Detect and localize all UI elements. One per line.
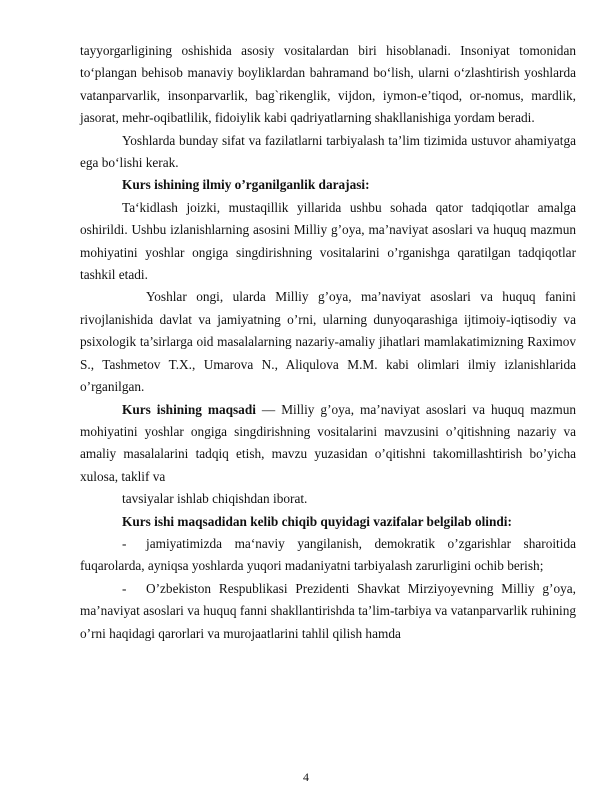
course-goal-label: Kurs ishining maqsadi (122, 401, 256, 417)
list-item (80, 578, 576, 645)
paragraph-recommendations: tavsiyalar ishlab chiqishdan iborat. (122, 491, 308, 507)
heading-research-level: Kurs ishining ilmiy o’rganilganlik darajasi: (122, 177, 370, 193)
list-marker: - (122, 580, 127, 596)
list-marker: - (122, 535, 127, 551)
list-item-text: O’zbekiston Respublikasi Prezidenti Shavkat Mirziyoyevning Milliy g’oya, ma’naviyat asoslari va huquq fanni shakllantirishda ta’lim-tarbiya va vatanparvarlik ruhining o’rni haqidagi qarorlari va murojaatlarini tahlil qilish hamda (80, 580, 576, 641)
paragraph-education-priority: Yoshlarda bunday sifat va fazilatlarni tarbiyalash ta’lim tizimida ustuvor ahamiyatga ega bo‘lishi kerak. (80, 132, 576, 171)
paragraph-scholars: Yoshlar ongi, ularda Milliy g’oya, ma’naviyat asoslari va huquq fanini rivojlanishida davlat va jamiyatning o’rni, ularning dunyoqarashiga ijtimoiy-iqtisodiy va psixologik ta’sirlarga oid masalalarning nazariy-amaliy jihatlari mamlakatimizning Raximov S., Tashmetov T.X., Umarova N., Aliqulova M.M. kabi olimlari ilmiy izlanishlarida o’rganilgan. (80, 289, 576, 395)
list-item-text: jamiyatimizda ma‘naviy yangilanish, demokratik o’zgarishlar sharoitida fuqarolarda, ayniqsa yoshlarda yuqori madaniyatni tarbiyalash zarurligini ochib berish; (80, 535, 576, 574)
document-page (80, 40, 576, 645)
paragraph-research-overview: Ta‘kidlash joizki, mustaqillik yillarida ushbu sohada qator tadqiqotlar amalga oshirildi. Ushbu izlanishlarning asosini Milliy g’oya, ma’naviyat asoslari va huquq mazmun mohiyatini yoshlar ongiga singdirishning vositalarini o’rganishga qaratilgan tadqiqotlar tashkil etadi. (80, 199, 576, 283)
list-item (80, 533, 576, 578)
paragraph-course-goal (80, 399, 576, 489)
course-goal-text: — Milliy g’oya, ma’naviyat asoslari va huquq mazmun mohiyatini yoshlar ongiga singdirishning vositalarini mavzusini o’qitishning nazariy va amaliy masalalarini tadqiq etish, mavzu yuzasidan o’qitishni takomillashtirish bo’yicha xulosa, taklif va (80, 401, 576, 484)
page-number: 4 (303, 770, 309, 784)
paragraph-intro-continued: tayyorgarligining oshishida asosiy vositalardan biri hisoblanadi. Insoniyat tomonidan to‘plangan behisob manaviy boyliklardan bahramand bo‘lish, ularni o‘zlashtirish yoshlarda vatanparvarlik, insonparvarlik, bag`rikenglik, vijdon, iymon-e’tiqod, or-nomus, mardlik, jasorat, mehr-oqibatlilik, fidoiylik kabi qadriyatlarning shakllanishiga yordam beradi. (80, 43, 576, 126)
heading-tasks: Kurs ishi maqsadidan kelib chiqib quyidagi vazifalar belgilab olindi: (122, 513, 512, 529)
